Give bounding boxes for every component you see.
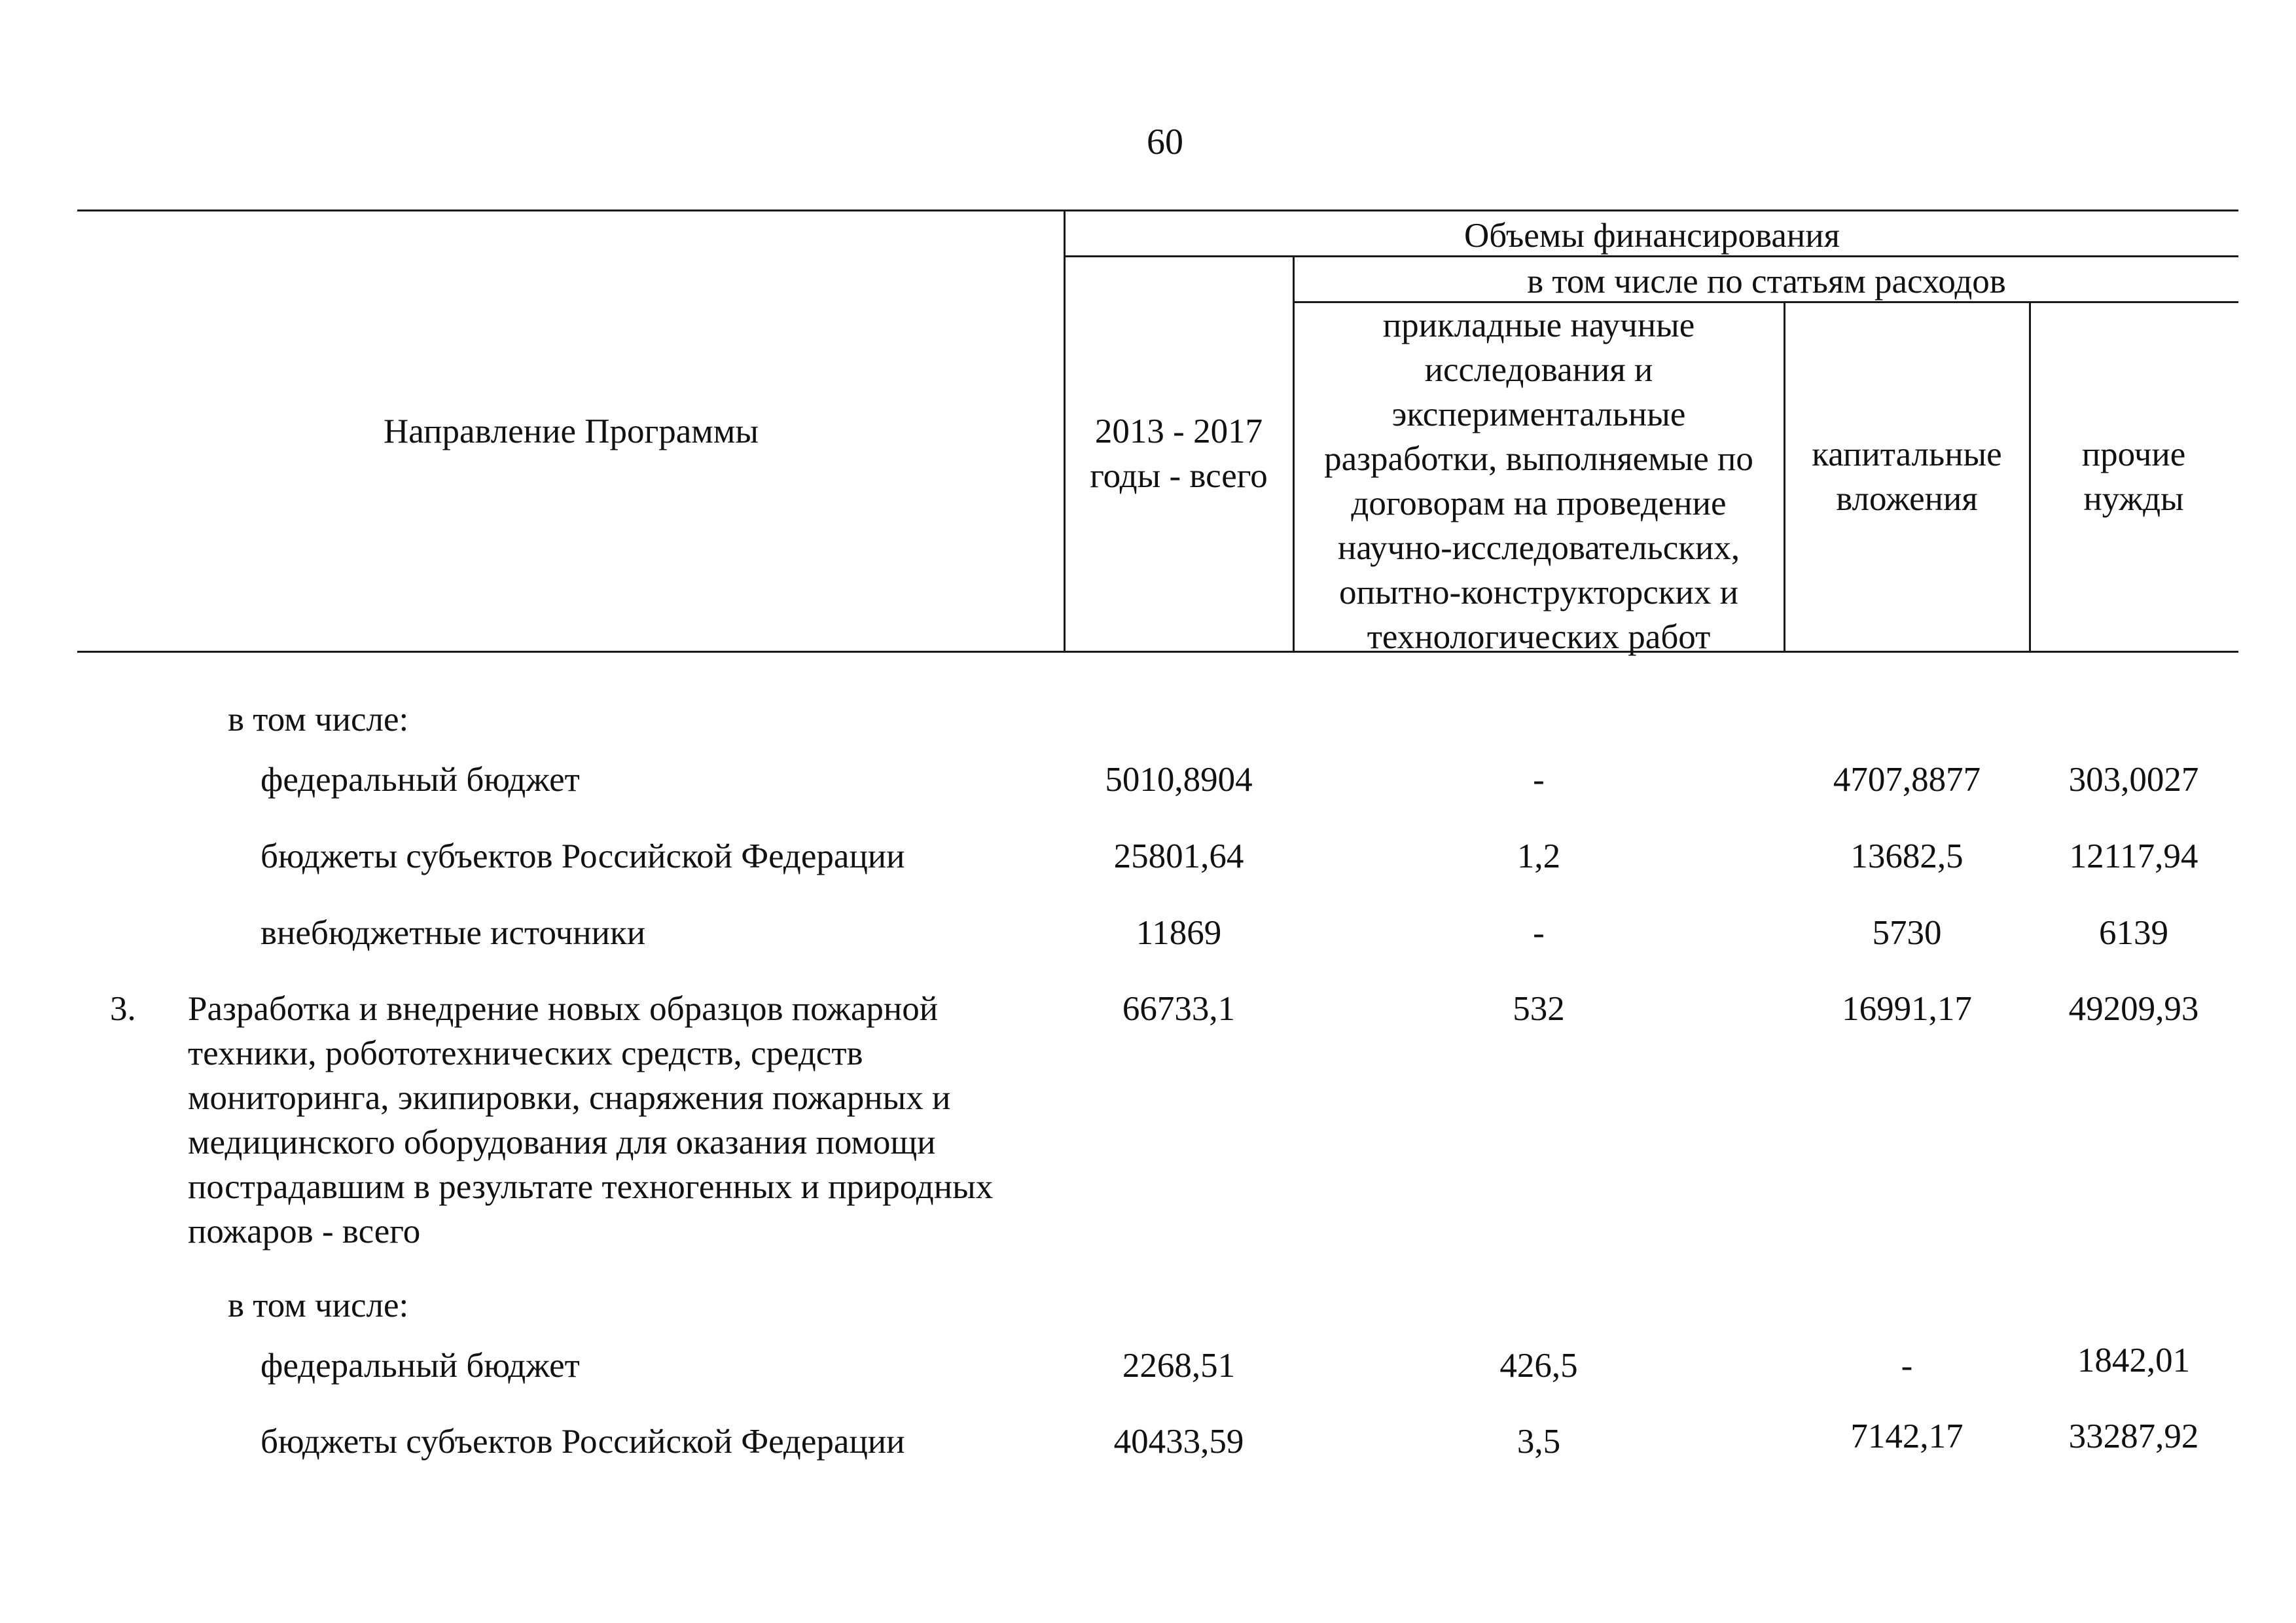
cell-other: 12117,94 <box>2069 837 2198 875</box>
cell-rnd: - <box>1533 914 1545 952</box>
table-top-rule <box>77 210 2238 211</box>
column-divider-2 <box>1293 255 1295 653</box>
row-label: внебюджетные источники <box>260 914 646 952</box>
table-header-bottom-rule <box>77 651 2238 653</box>
cell-capital: 16991,17 <box>1842 990 1972 1028</box>
cell-total: 2268,51 <box>1122 1347 1236 1385</box>
row-label: в том числе: <box>228 701 409 739</box>
cell-other: 303,0027 <box>2068 761 2199 799</box>
header-rnd: прикладные научные исследования и экспериментальные разработки, выполняемые по договорам на проведение научно-исследовательских, опытно-конструкторских и технологических работ <box>1324 306 1753 656</box>
cell-total: 25801,64 <box>1113 837 1244 875</box>
row-number: 3. <box>110 990 136 1028</box>
page-number: 60 <box>1147 122 1183 162</box>
header-total: 2013 - 2017 годы - всего <box>1090 412 1268 495</box>
row-label: бюджеты субъектов Российской Федерации <box>260 837 905 875</box>
header-funding-volumes: Объемы финансирования <box>1463 217 1840 255</box>
header-direction: Направление Программы <box>383 412 759 450</box>
header-other: прочие нужды <box>2081 435 2186 518</box>
header-by-expense-items: в том числе по статьям расходов <box>1527 263 2006 301</box>
column-divider-4 <box>2029 301 2031 653</box>
cell-other: 6139 <box>2099 914 2168 952</box>
cell-capital: 13682,5 <box>1850 837 1964 875</box>
cell-capital: - <box>1901 1347 1913 1385</box>
cell-total: 66733,1 <box>1122 990 1236 1028</box>
cell-other: 49209,93 <box>2068 990 2199 1028</box>
cell-capital: 4707,8877 <box>1833 761 1981 799</box>
column-divider-3 <box>1784 301 1785 653</box>
cell-rnd: 3,5 <box>1516 1423 1561 1461</box>
row-label: федеральный бюджет <box>260 761 580 799</box>
row-label: в том числе: <box>228 1286 409 1324</box>
cell-capital: 5730 <box>1872 914 1942 952</box>
cell-total: 40433,59 <box>1113 1423 1244 1461</box>
cell-other: 1842,01 <box>2077 1341 2191 1379</box>
row-label: бюджеты субъектов Российской Федерации <box>260 1423 905 1461</box>
column-divider-1 <box>1064 210 1066 653</box>
row-label: федеральный бюджет <box>260 1347 580 1385</box>
cell-other: 33287,92 <box>2068 1417 2199 1455</box>
cell-rnd: 1,2 <box>1516 837 1561 875</box>
cell-total: 11869 <box>1136 914 1222 952</box>
cell-rnd: 426,5 <box>1499 1347 1578 1385</box>
cell-capital: 7142,17 <box>1850 1417 1964 1455</box>
header-capital: капитальные вложения <box>1812 435 2002 518</box>
cell-total: 5010,8904 <box>1105 761 1253 799</box>
row-label: Разработка и внедрение новых образцов пожарной техники, робототехнических средств, средств мониторинга, экипировки, снаряжения пожарных и медицинского оборудования для оказания помощи пострадавшим в результате техногенных и природных пожаров - всего <box>188 990 994 1250</box>
cell-rnd: 532 <box>1513 990 1565 1028</box>
cell-rnd: - <box>1533 761 1545 799</box>
